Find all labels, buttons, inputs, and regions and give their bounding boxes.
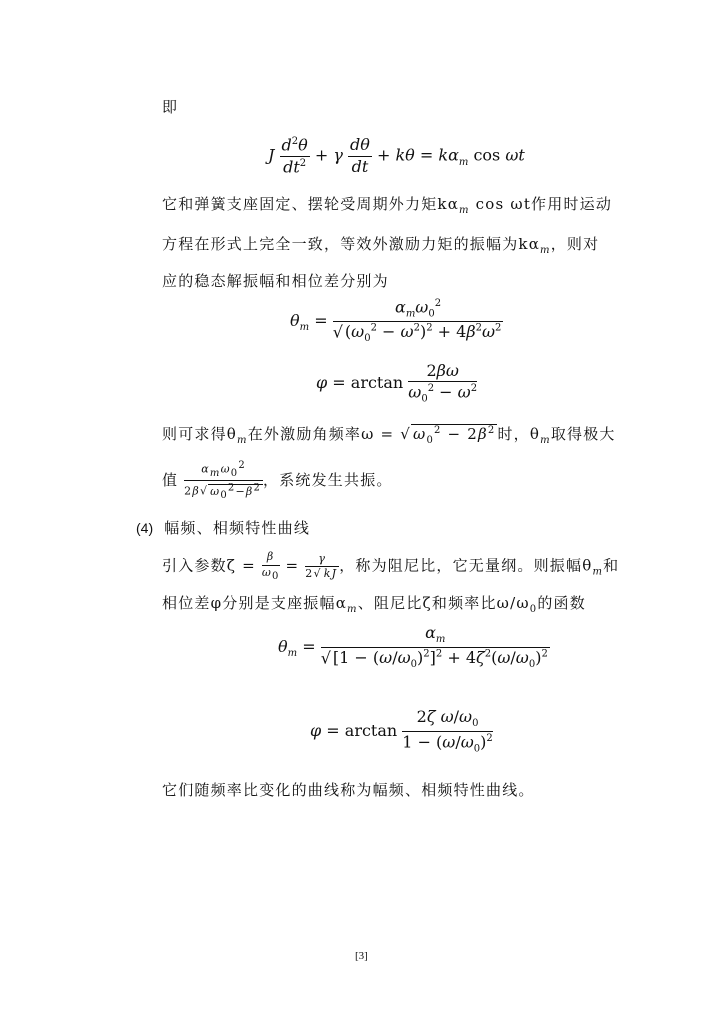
equation-phi: φ = arctan $\frac{2\beta\omega}{\omega_0^2 - \omega^2}$ <box>316 361 478 405</box>
heading-number: (4) <box>136 520 154 536</box>
paragraph-line-1: 它和弹簧支座固定、摆轮受周期外力矩$k\alpha_m$ cos ωt作用时运动 <box>162 195 613 216</box>
equation-phi-zeta: φ = arctan $\frac{2\zeta \omega/\omega_0}{1 - (\omega/\omega_0)^2}$ <box>310 707 493 755</box>
heading-text: 幅频、相频特性曲线 <box>164 519 311 537</box>
page-number: [3] <box>355 950 368 962</box>
equation-motion: J $\frac{d^2\theta}{dt^2}$ + γ $\frac{d\theta}{dt}$ + $k\theta = k\alpha_m$ cos ωt <box>268 135 525 177</box>
text-ji: 即 <box>162 98 179 116</box>
paragraph-line-3: 应的稳态解振幅和相位差分别为 <box>162 272 389 290</box>
paragraph-line-8: 它们随频率比变化的曲线称为幅频、相频特性曲线。 <box>162 781 535 799</box>
paragraph-line-7: 相位差φ分别是支座振幅$\alpha_m$、阻尼比ζ和频率比$\omega/\omega_0$的函数 <box>162 594 586 615</box>
equation-theta-m: $\theta_m$ = $\frac{\alpha_m\omega_0^2}{√ (\omega_0^2 - \omega^2)^2 + 4\beta^2\omega^2}$ <box>290 297 502 345</box>
paragraph-line-2: 方程在形式上完全一致，等效外激励力矩的振幅为$k\alpha_m$，则对 <box>162 235 600 256</box>
equation-theta-m-zeta: $\theta_m$ = $\frac{\alpha_m}{√ [1 - (\omega/\omega_0)^2]^2 + 4\zeta^2(\omega/\omega_0)^2}$ <box>278 623 548 671</box>
paragraph-line-4: 则可求得$\theta_m$在外激励角频率ω = √ $\omega_0^2 - 2\beta^2$ 时，$\theta_m$取得极大 <box>162 425 616 446</box>
paragraph-line-6: 引入参数ζ = $\frac{\beta}{\omega_0}$ = $\frac{\gamma}{2√ kJ}$ ，称为阻尼比，它无量纲。则振幅$\theta_m$和 <box>162 550 620 582</box>
section-heading <box>136 517 310 538</box>
paragraph-line-5: 值 $\frac{\alpha_m\omega_0^2}{2\beta√ \omega_0^2-\beta^2}$ ，系统发生共振。 <box>162 460 393 502</box>
